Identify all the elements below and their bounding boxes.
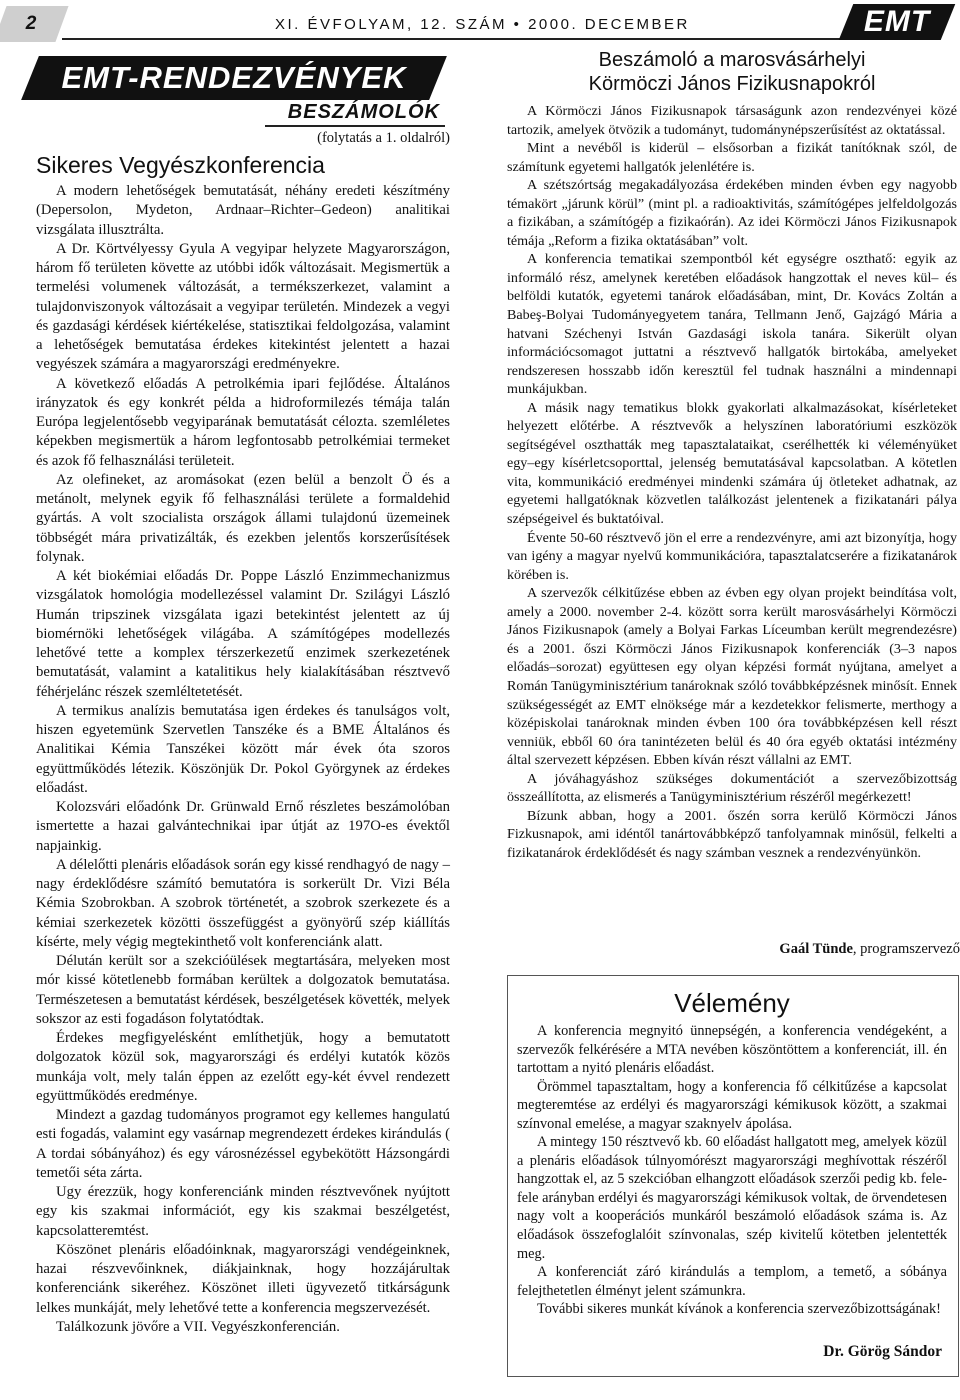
paragraph: A konferenciát záró kirándulás a templom, a temető, a sóbánya felejthetetlen élményt jelent számunkra. [517,1264,947,1299]
paragraph: További sikeres munkát kívánok a konferencia szervezőbizottságának! [537,1301,941,1318]
header-rule [62,38,840,40]
physics-article-body [507,102,957,862]
paragraph: Délután került sor a szekcióülések megtartására, melyeken most mór kissé kötetlenebb formában kerültek a dolgozatok bemutatása. Természetesen a bemutatást kérdések, beszélgetések követték, melyek sokszor az esti fogadáson folytatódtak. [36,953,450,1027]
section-banner-text: EMT-RENDEZVÉNYEK [61,60,407,95]
paragraph: A szétszórtság megakadályozása érdekében minden évben egy nagyobb témakört „járunk körül” (mint pl. a radioaktivitás, számítógépes jelfeldolgozás a fizikában, a számítógép a fizikaórán). Az idei Körmöczi János Fizikusnapok témája „Reform a fizika oktatásában” volt. [507,177,957,249]
emt-logo [839,4,956,40]
paragraph: Az olefineket, az aromásokat (ezen belül a benzolt Ö és a metánolt, melynek egyik fő felhasználási területe a formaldehid gyártás. A volt szocialista országok állami tulajdonú üzemeinek többségét mára privatizálták, és ezekben jelentős korszerűsítések folynak. [36,471,450,565]
paragraph: Találkozunk jövőre a VII. Vegyészkonferencián. [56,1318,340,1335]
paragraph: Örömmel tapasztaltam, hogy a konferencia fő célkitűzése a kapcsolat megteremtése az erdélyi és magyarországi kémikusok között, a szakmai színvonal emelése, a magyar szaknyelv ápolása. [517,1078,947,1132]
page-number-badge [0,6,69,42]
paragraph: A másik nagy tematikus blokk gyakorlati alkalmazásokat, kísérleteket helyezett előtérbe. A résztvevők a helyszínen laboratóriumi eszközök segítségével oszthatták meg tapasztalataikat, cserélhették ki véleményüket egy–egy kísérletcsoporttal, jelenség bemutatásával kapcsolatban. A kötetlen vita, kommunikáció eredményei mindenki számára új ötleteket adhatnak, az egyetemi hallgatóknak közvetlen találkozást jelentenek a fizikatanári pálya szépségeivel és buktatóival. [507,399,957,528]
article-title-chemistry: Sikeres Vegyészkonferencia [36,152,325,178]
article-title-line: Körmöczi János Fizikusnapokról [588,73,876,95]
article-title-physics [507,48,957,96]
paragraph: A mintegy 150 résztvevő kb. 60 előadást hallgatott meg, amelyek közül a plenáris előadások túlnyomórészt magyarországi meghívottak részéről hangzottak el, az 5 szekcióban elhangzott előadások szerzői pedig kb. fele-fele arányban erdélyi és magyarországi kémikusok voltak, de örvendetesen nagy volt a kooperációs munkáról beszámoló előadások száma is. Az előadások összefoglalóit színvonalas, szép kivitelű kötetben jelentették meg. [517,1134,947,1262]
opinion-title: Vélemény [674,988,790,1018]
paragraph: A termikus analízis bemutatása igen érdekes és tanulságos volt, hiszen egyetemünk Szervetlen Tanszéke és a BME Általános és Analitikai Kémia Tanszékei között már évek óta szoros együttműködés létezik. Köszönjük Dr. Pokol Györgynek az érdekes előadást. [36,702,450,796]
paragraph: Kolozsvári előadónk Dr. Grünwald Ernő részletes beszámolóban ismertette a hazai galvántechnikai ipar útját az 197O-es évektől napjainkig. [36,799,450,854]
paragraph: A jóváhagyáshoz szükséges dokumentációt a szervezőbizottság összeállította, az elismerés a Tanügyminisztérium részéről megérkezett! [507,770,957,806]
paragraph: A konferencia tematikai szempontból két egységre oszthatő: egyik az informáló rész, amelynek keretében előadások hangzottak el neves kül– és belföldi kutatók, egyetemi tanárok előadásában, mint, Dr. Kovács Zoltán a Babeş-Bolyai Tudományegyetem tanára, Tellmann Jenő, Gajzágó Mária a hatvani Széchenyi István Gazdasági iskola tanára. Sikerült olyan információcsomagot juttatni a résztvevő hallgatók birtokába, amelyeket rendszeresen hosszabb időn keresztül fel tudnak használni a mindennapi munkájukban. [507,251,957,398]
signature-role: , programszervező [852,941,960,957]
article-title-line: Beszámoló a marosvásárhelyi [598,49,866,71]
paragraph: A Dr. Körtvélyessy Gyula A vegyipar helyzete Magyarországon, három fő területen követte az utóbbi idők változásait. Megismertük a termelési volumenek változását, a termékszerkezet, valamint a tulajdonviszonyok változásait a vegyipar területén. Mindezek a vegyi és gazdasági kérdések kiértékelése, statisztikai feldolgozása, valamint a lehetőségek bemutatása érdekes kitekintést jelentett a hazai vegyészek számára a magyarországi eredményekre. [36,240,450,373]
chemistry-article-body [36,182,450,1337]
paragraph: Mint a nevéből is kiderül – elsősorban a fizikát tanítóknak szól, de számítunk egyetemi hallgatók jelenlétére is. [507,140,957,175]
paragraph: Ugy érezzük, hogy konferenciánk minden résztvevőnek nyújtott egy kis szakmai információt, egy kis szakmai beszélgetést, kapcsolatteremtést. [36,1184,450,1239]
paragraph: A Körmöczi János Fizikusnapok társaságunk azon rendezvényei közé tartozik, amelyek ötvözik a tudományt, tudománynépszerűsítést az oktatással. [507,103,957,138]
section-subbanner: BESZÁMOLÓK [287,101,440,123]
page-header [0,0,960,46]
paragraph: Bízunk abban, hogy a 2001. őszén sorra kerülő Körmöczi János Fizkusnapok, ami idéntől tanártovábbképző tanfolyamnak minősül, felkelti a fizikatanárok érdeklődését és nagy számban vesznek a rendezvényünkön. [507,807,957,861]
signature-name: Gaál Tünde [779,941,853,957]
paragraph: A két biokémiai előadás Dr. Poppe László Enzimmechanizmus vizsgálatok homológia modellezéssel valamint Dr. Szilágyi László Humán tripszinek vizsgálata igazi betekintést jelentett az új biomérnöki lehetőségek világába. A számítógépes modellezés lehetővé tette a komplex térszerkezetű enzimek szerkezetének bemutatását, valamint a katalitikus hely kialakításában résztvevő féhérjelánc részek szemléltetetését. [36,568,450,700]
issue-line: XI. ÉVFOLYAM, 12. SZÁM • 2000. DECEMBER [275,16,690,33]
continued-note: (folytatás a 1. oldalról) [317,130,450,146]
physics-signature [660,941,960,958]
paragraph: Évente 50-60 résztvevő jön el erre a rendezvényre, ami azt bizonyítja, hogy van igény a magyar nyelvű kommunikációra, tapasztalatcserére a fizikatanárok körében is. [507,529,957,583]
paragraph: A modern lehetőségek bemutatását, néhány eredeti készítmény (Depersolon, Mydeton, Ardnaar–Richter–Gedeon) analitikai vizsgálata illusztrálta. [36,183,450,238]
paragraph: A délelőtti plenáris előadások során egy kissé rendhagyó de nagy –nagy érdeklődésre számító bemutatóra is sorkerült Dr. Vizi Béla Kémia Szobrokban. A szobrok történetét, a szobrok szerkezete és a kémiai szerkezetek közötti összefüggést a gyönyörű szép kiállítás kísérte, mely végig megtekinthető volt konferenciánk alatt. [36,856,451,950]
paragraph: A konferencia megnyitó ünnepségén, a konferencia vendégeként, a szervezők felkérésére a MTA nevében köszöntöttem a konferenciát, ill. én tartottam a nyitó plenáris előadást. [517,1023,947,1077]
opinion-body [517,1022,947,1319]
paragraph: A szervezők célkitűzése ebben az évben egy olyan projekt beindítása volt, amely a 2000. november 2-4. között sorra került marosvásárhelyi Körmöczi János Fizikusnapok (amely a Bolyai Farkas Líceumban került megrendezésre) és a 2001. őszi Körmöczi János Fizikusnapok konferenciák (3–3 napos előadás–sorozat) együttesen egy olyan képzési formát nyújtana, amelyet a Román Tanügyminisztérium tanároknak szóló továbbképzésnek minősít. Ennek szükségességét az EMT elnöksége már a kezdetekkor felismerte, merthogy a középiskolai tanároknak minden évben 100 óra továbbképzésen kell részt venniük, ebből 60 óra tanintézeten belül és 40 óra egyéb oktatási intézmény által szervezett képzésen. Ebben kíván részt vállalni az EMT. [507,585,957,769]
paragraph: Érdekes megfigyelésként említhetjük, hogy a bemutatott dolgozatok közül sok, magyarországi és erdélyi kutatók közös munkája volt, mely talán éppen az ezelőtt egy-két évvel rendezett együttműködés eredménye. [36,1030,450,1104]
subbanner-rule [265,125,445,127]
opinion-signature: Dr. Görög Sándor [823,1343,942,1360]
page-number: 2 [25,13,37,34]
emt-logo-text: EMT [863,5,931,38]
section-banner [21,56,447,100]
paragraph: Mindezt a gazdag tudományos programot egy kellemes hangulatú esti fogadás, valamint egy vasárnap megrendezett érdekes kirándulás ( A tordai sóbányához) és egy városnézéssel egybekötött Házsongárdi temetői séta zárta. [36,1107,450,1181]
paragraph: A következő előadás A petrolkémia ipari fejlődése. Általános irányzatok és egy konkrét példa a hidroformilezés témája talán Európa legjelentősebb vegyiparának bemutatását célozta. szemléletes képekben megismertük a három legfontosabb petrolkémiai termeket és azok fő felhasználási területeit. [36,375,450,469]
paragraph: Köszönet plenáris előadóinknak, magyarországi vendégeinknek, hazai részvevőinknek, diákjainknak, hogy hozzájárultak konferenciánk sikeréhez. Köszönet illeti ügyvezető titkárságunk lelkes munkáját, mely lehetővé tette a konferencia megszervezését. [36,1241,450,1316]
